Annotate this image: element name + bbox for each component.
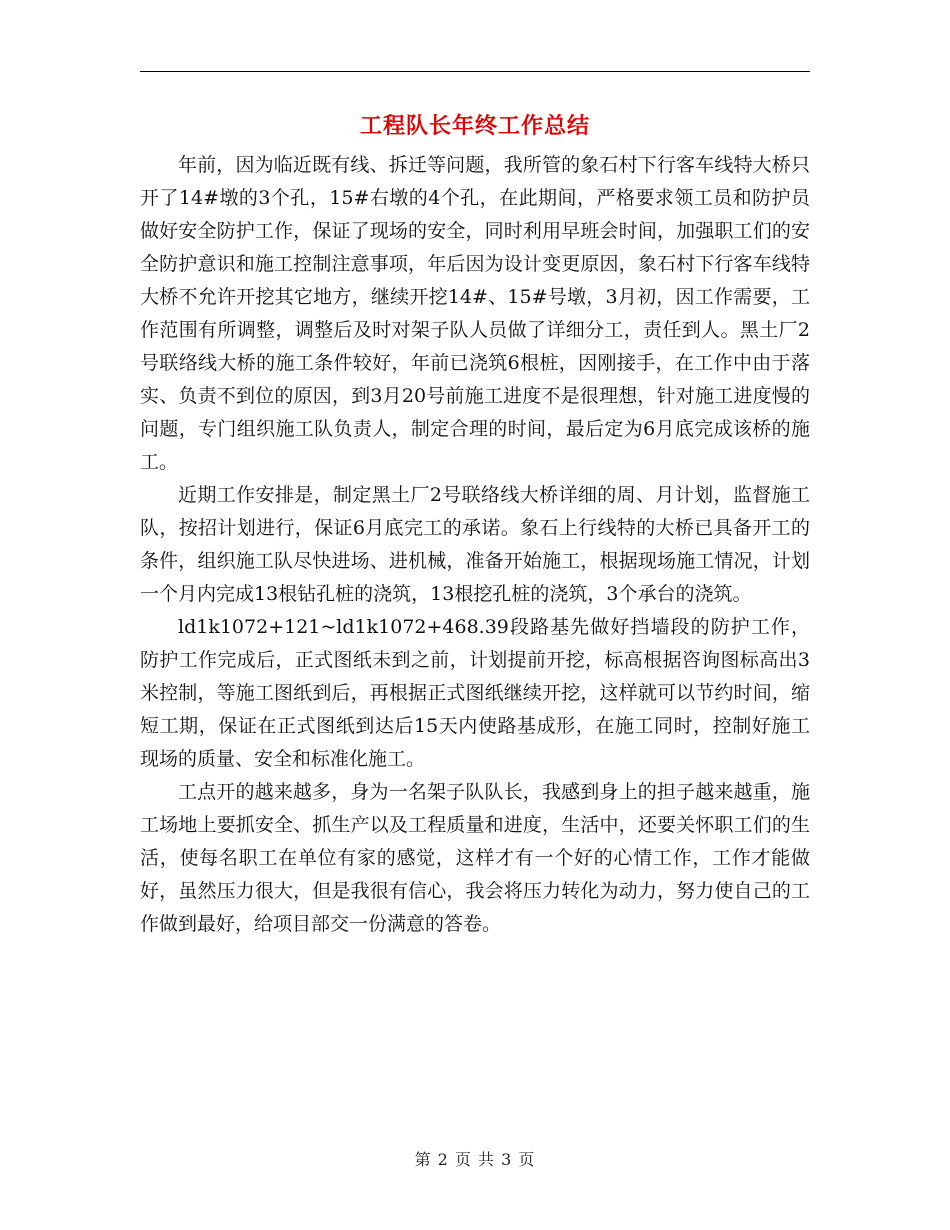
paragraph-4: 工点开的越来越多，身为一名架子队队长，我感到身上的担子越来越重，施工场地上要抓安全、抓生产以及工程质量和进度，生活中，还要关怀职工们的生活，使每名职工在单位有家的感觉，这样才有一个好的心情工作，工作才能做好，虽然压力很大，但是我很有信心，我会将压力转化为动力，努力使自己的工作做到最好，给项目部交一份满意的答卷。: [140, 781, 810, 935]
paragraph-3: ld1k1072+121~ld1k1072+468.39段路基先做好挡墙段的防护工作，防护工作完成后，正式图纸未到之前，计划提前开挖，标高根据咨询图标高出3米控制，等施工图纸到后，再根据正式图纸继续开挖，这样就可以节约时间，缩短工期，保证在正式图纸到达后15天内使路基成形，在施工同时，控制好施工现场的质量、安全和标准化施工。: [140, 616, 810, 770]
document-title: 工程队长年终工作总结: [359, 113, 590, 139]
page-number-footer: 第 2 页 共 3 页: [414, 1150, 536, 1169]
header-rule: [140, 71, 810, 72]
paragraph-2: 近期工作安排是，制定黑土厂2号联络线大桥详细的周、月计划，监督施工队，按招计划进行，保证6月底完工的承诺。象石上行线特的大桥已具备开工的条件，组织施工队尽快进场、进机械，准备开始施工，根据现场施工情况，计划一个月内完成13根钻孔桩的浇筑，13根挖孔桩的浇筑，3个承台的浇筑。: [140, 484, 810, 605]
document-body: [140, 149, 810, 941]
paragraph-1: 年前，因为临近既有线、拆迁等问题，我所管的象石村下行客车线特大桥只开了14#墩的3个孔，15#右墩的4个孔，在此期间，严格要求领工员和防护员做好安全防护工作，保证了现场的安全，同时利用早班会时间，加强职工们的安全防护意识和施工控制注意事项，年后因为设计变更原因，象石村下行客车线特大桥不允许开挖其它地方，继续开挖14#、15#号墩，3月初，因工作需要，工作范围有所调整，调整后及时对架子队人员做了详细分工，责任到人。黑土厂2号联络线大桥的施工条件较好，年前已浇筑6根桩，因刚接手，在工作中由于落实、负责不到位的原因，到3月20号前施工进度不是很理想，针对施工进度慢的问题，专门组织施工队负责人，制定合理的时间，最后定为6月底完成该桥的施工。: [140, 154, 810, 473]
